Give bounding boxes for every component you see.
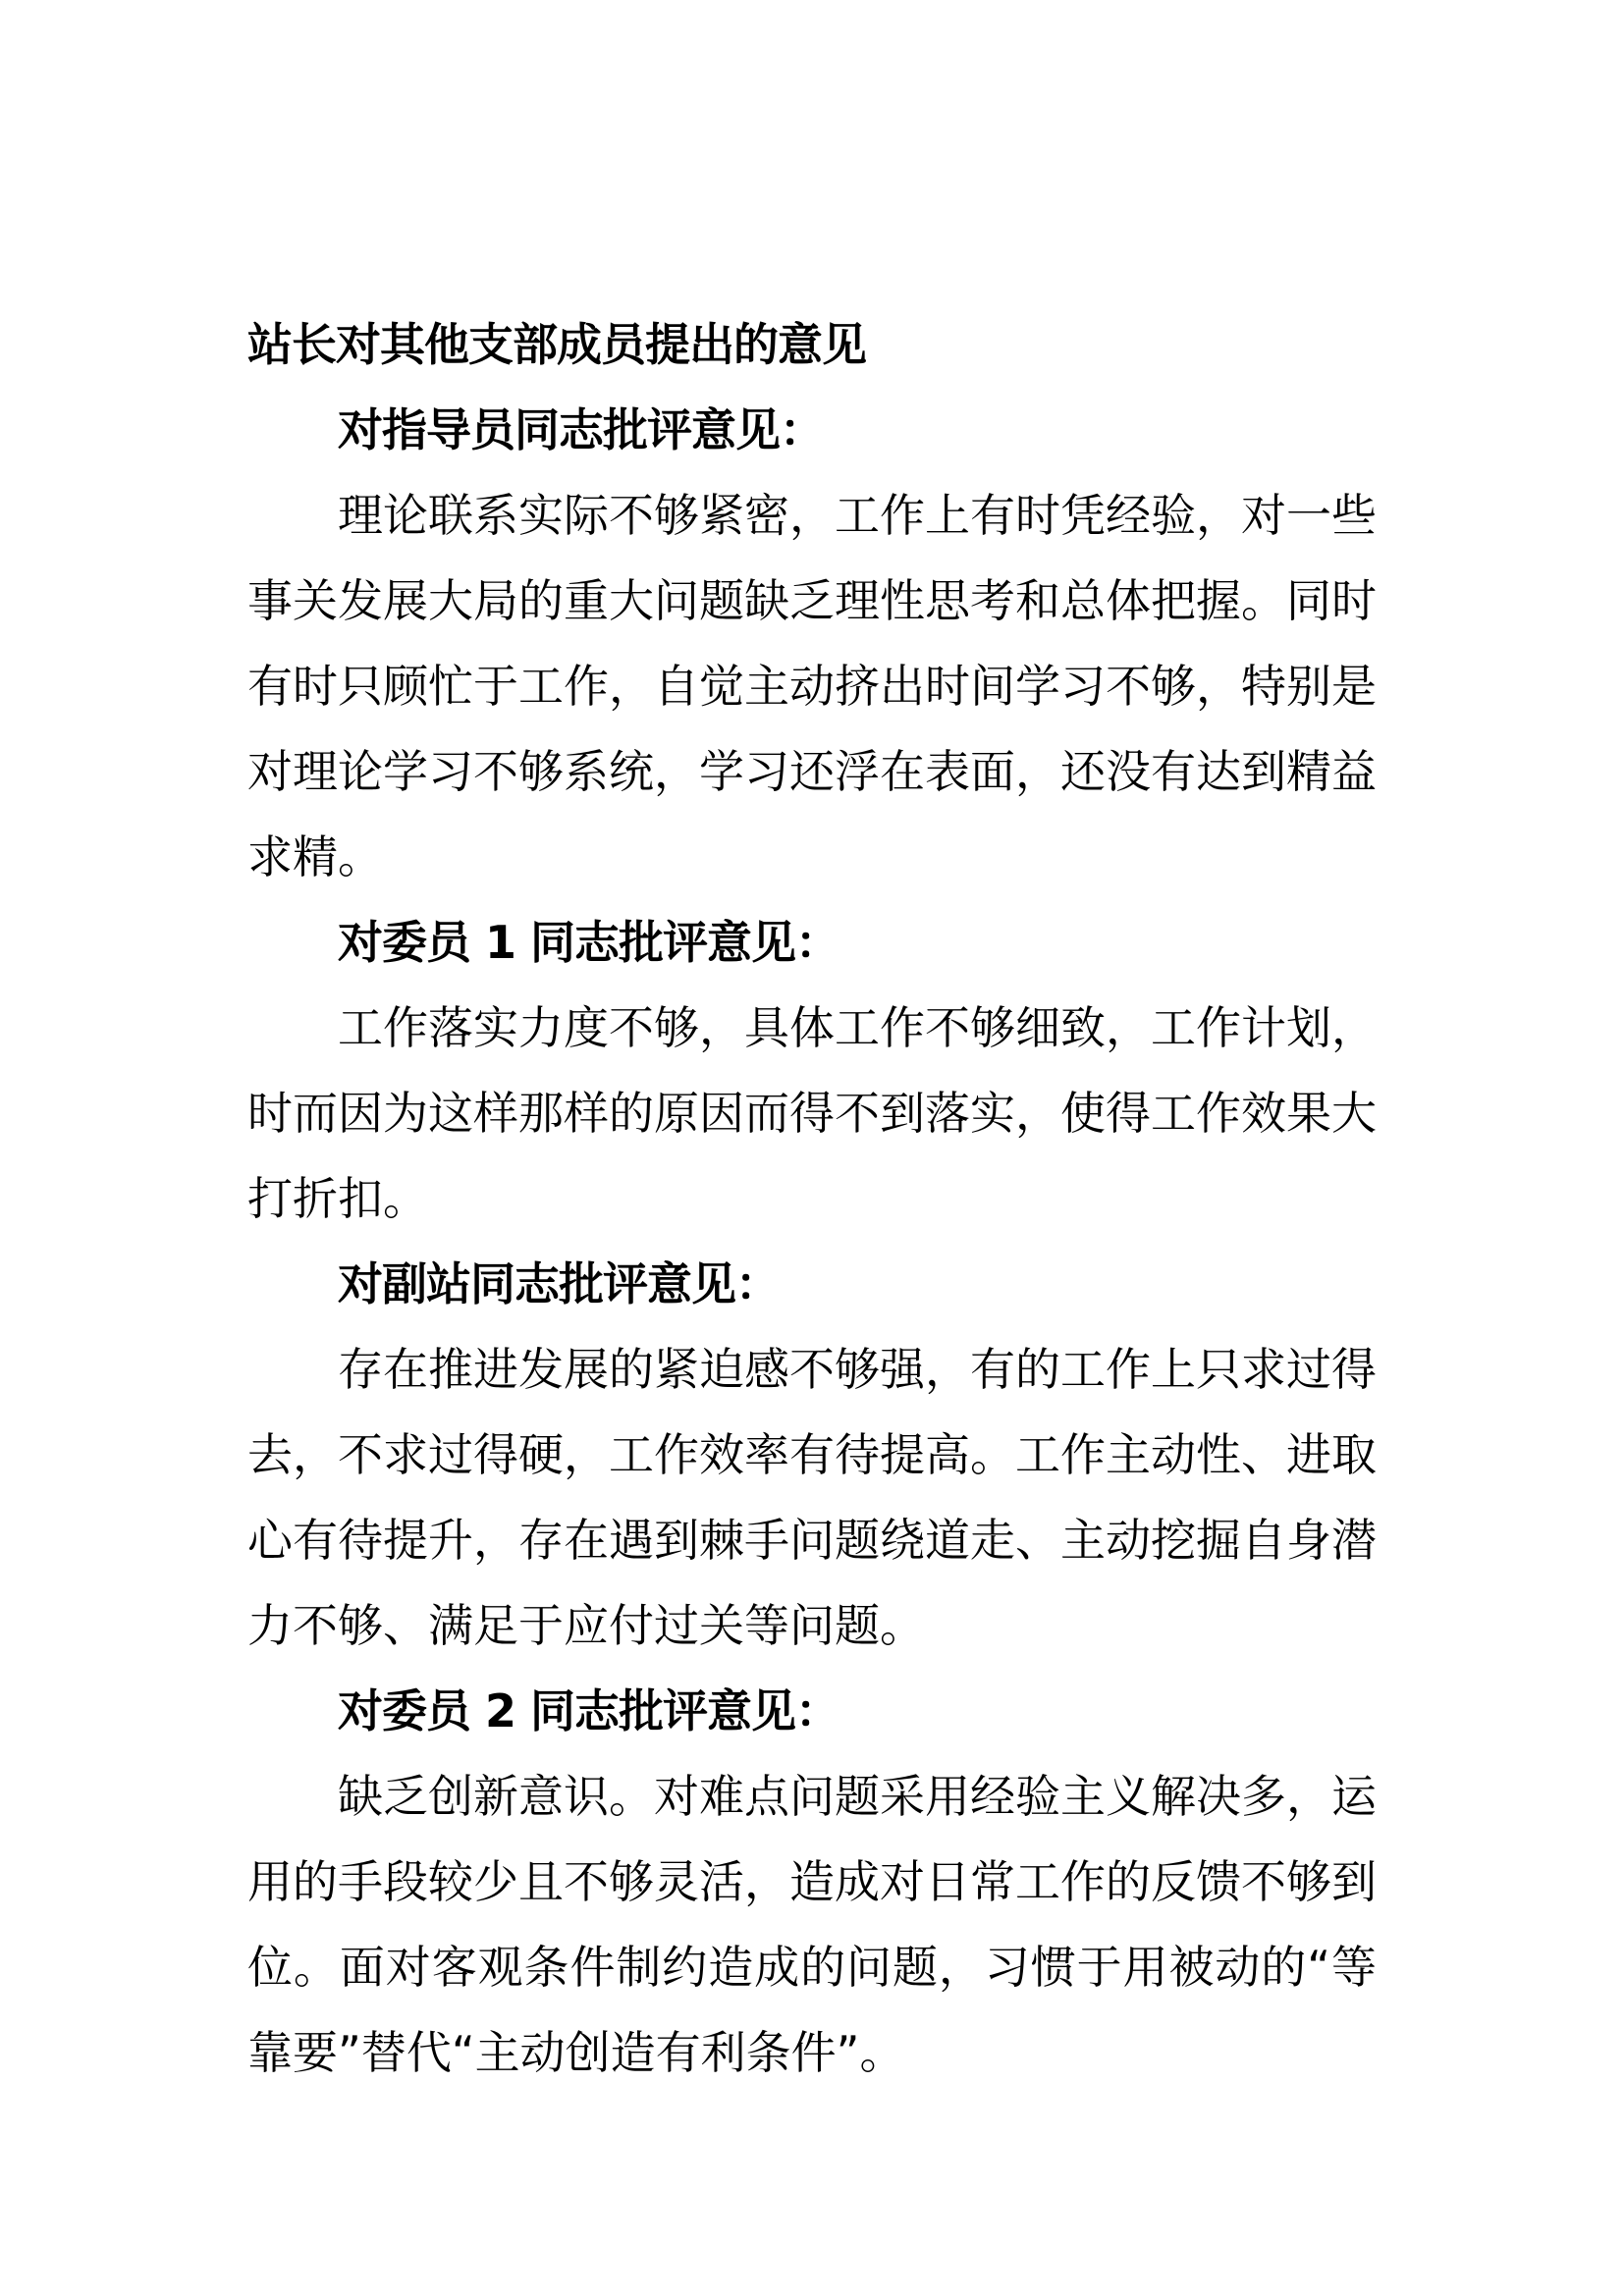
- section-member-1: [247, 900, 1377, 1242]
- section-deputy-station: [247, 1242, 1377, 1669]
- document-title: 站长对其他支部成员提出的意见: [247, 318, 866, 371]
- document-page: [247, 302, 1377, 2096]
- section-heading: 对指导员同志批评意见：: [338, 403, 824, 456]
- section-body: 缺乏创新意识。对难点问题采用经验主义解决多，运用的手段较少且不够灵活，造成对日常工作的反馈不够到位。面对客观条件制约造成的问题，习惯于用被动的“等靠要”替代“主动创造有利条件”。: [247, 1770, 1377, 2079]
- section-body: 存在推进发展的紧迫感不够强，有的工作上只求过得去，不求过得硬，工作效率有待提高。工作主动性、进取心有待提升，存在遇到棘手问题绕道走、主动挖掘自身潜力不够、满足于应付过关等问题。: [247, 1343, 1377, 1652]
- section-heading: 对委员 1 同志批评意见：: [338, 916, 840, 969]
- section-body: 工作落实力度不够，具体工作不够细致，工作计划，时而因为这样那样的原因而得不到落实，使得工作效果大打折扣。: [247, 1001, 1377, 1225]
- section-body: 理论联系实际不够紧密，工作上有时凭经验，对一些事关发展大局的重大问题缺乏理性思考和总体把握。同时有时只顾忙于工作，自觉主动挤出时间学习不够，特别是对理论学习不够系统，学习还浮在表面，还没有达到精益求精。: [247, 489, 1377, 883]
- section-heading: 对委员 2 同志批评意见：: [338, 1684, 840, 1737]
- section-instructor: [247, 388, 1377, 900]
- section-heading: 对副站同志批评意见：: [338, 1257, 780, 1310]
- section-member-2: [247, 1669, 1377, 2096]
